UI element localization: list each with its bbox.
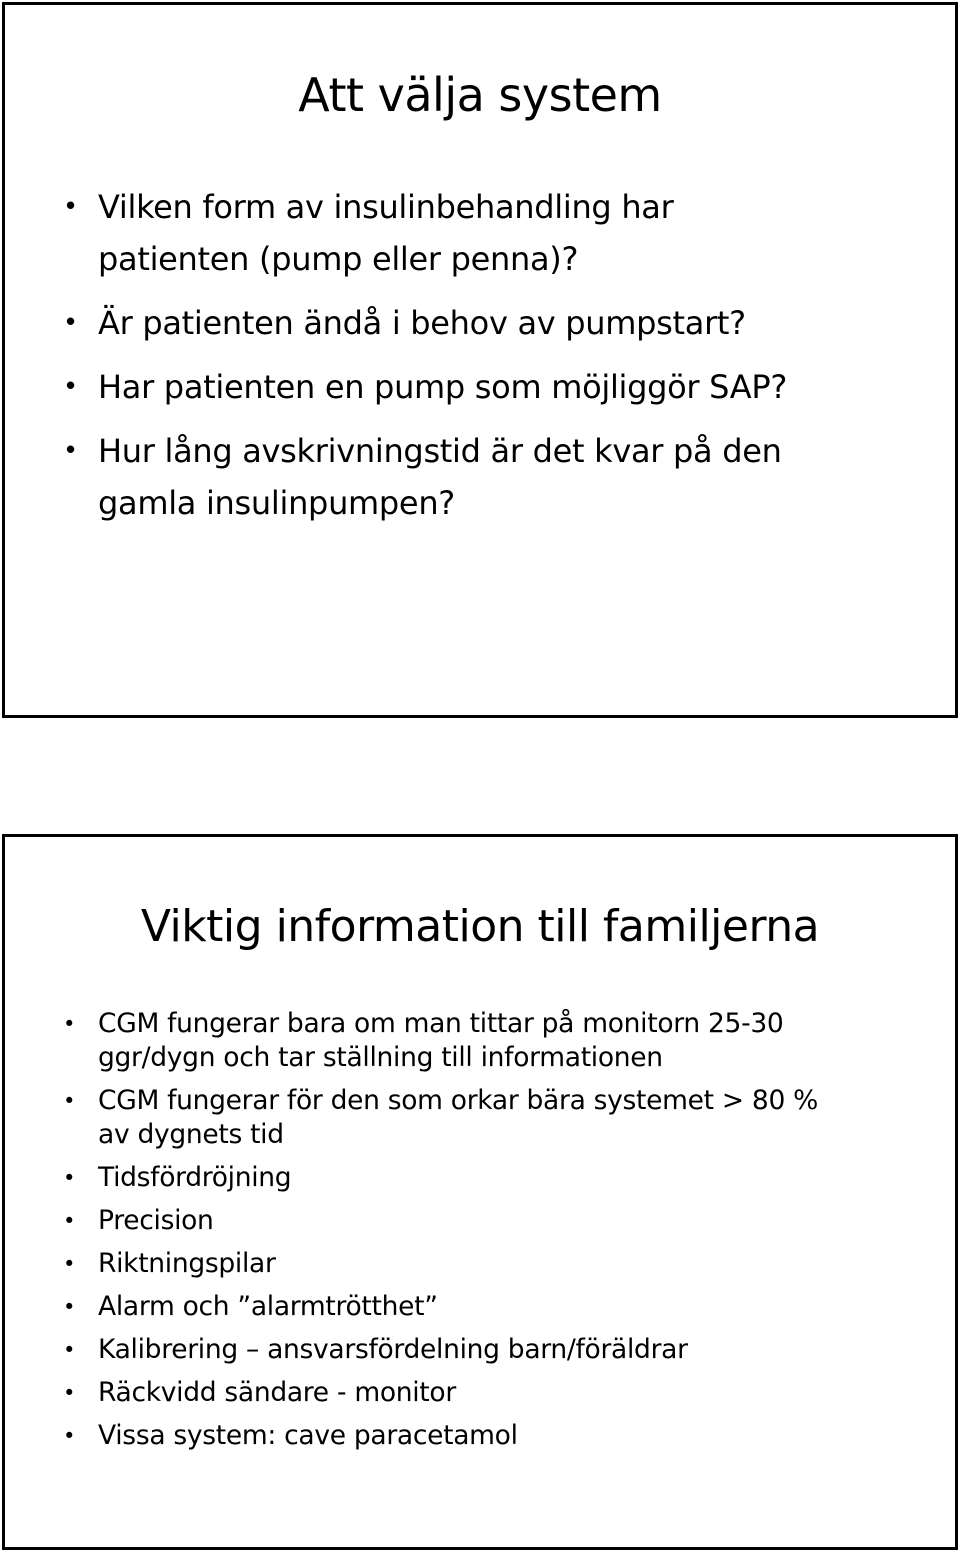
list-item [5, 361, 945, 413]
bullet-list [5, 181, 945, 541]
list-item [5, 1204, 945, 1238]
list-item [5, 1333, 945, 1367]
bullet-icon: • [63, 1380, 76, 1405]
item-text-line: patienten (pump eller penna)? [98, 240, 579, 278]
item-text-line: Har patienten en pump som möjliggör SAP? [98, 368, 788, 406]
item-text-line: Vilken form av insulinbehandling har [98, 188, 674, 226]
bullet-icon: • [63, 192, 78, 222]
item-text-line: Hur lång avskrivningstid är det kvar på den [98, 432, 782, 470]
list-item [5, 181, 945, 285]
list-item [5, 1007, 945, 1075]
list-item [5, 297, 945, 349]
item-text-line: CGM fungerar bara om man tittar på monitorn 25-30 [98, 1008, 784, 1039]
list-item [5, 425, 945, 529]
item-text-line: Räckvidd sändare - monitor [98, 1377, 456, 1408]
slide-viktig-information [2, 834, 958, 1550]
bullet-icon: • [63, 1337, 76, 1362]
item-text-line: gamla insulinpumpen? [98, 484, 455, 522]
bullet-icon: • [63, 1423, 76, 1448]
bullet-icon: • [63, 1208, 76, 1233]
list-item [5, 1161, 945, 1195]
bullet-icon: • [63, 372, 78, 402]
bullet-icon: • [63, 308, 78, 338]
item-text-line: CGM fungerar för den som orkar bära systemet > 80 % [98, 1085, 819, 1116]
slide-title: Viktig information till familjerna [140, 901, 820, 952]
bullet-icon: • [63, 1251, 76, 1276]
list-item [5, 1419, 945, 1453]
slide-att-valja-system [2, 2, 958, 718]
bullet-icon: • [63, 436, 78, 466]
list-item [5, 1084, 945, 1152]
item-text-line: Riktningspilar [98, 1248, 276, 1279]
item-text-line: Alarm och ”alarmtrötthet” [98, 1291, 438, 1322]
item-text-line: Är patienten ändå i behov av pumpstart? [98, 304, 746, 342]
item-text-line: Tidsfördröjning [98, 1162, 292, 1193]
bullet-icon: • [63, 1011, 76, 1036]
bullet-icon: • [63, 1088, 76, 1113]
item-text-line: ggr/dygn och tar ställning till informationen [98, 1042, 663, 1073]
bullet-list [5, 1007, 945, 1462]
item-text-line: Vissa system: cave paracetamol [98, 1420, 518, 1451]
item-text-line: Kalibrering – ansvarsfördelning barn/föräldrar [98, 1334, 688, 1365]
list-item [5, 1247, 945, 1281]
list-item [5, 1376, 945, 1410]
item-text-line: av dygnets tid [98, 1119, 284, 1150]
list-item [5, 1290, 945, 1324]
slide-title: Att välja system [298, 68, 662, 122]
item-text-line: Precision [98, 1205, 214, 1236]
bullet-icon: • [63, 1294, 76, 1319]
bullet-icon: • [63, 1165, 76, 1190]
